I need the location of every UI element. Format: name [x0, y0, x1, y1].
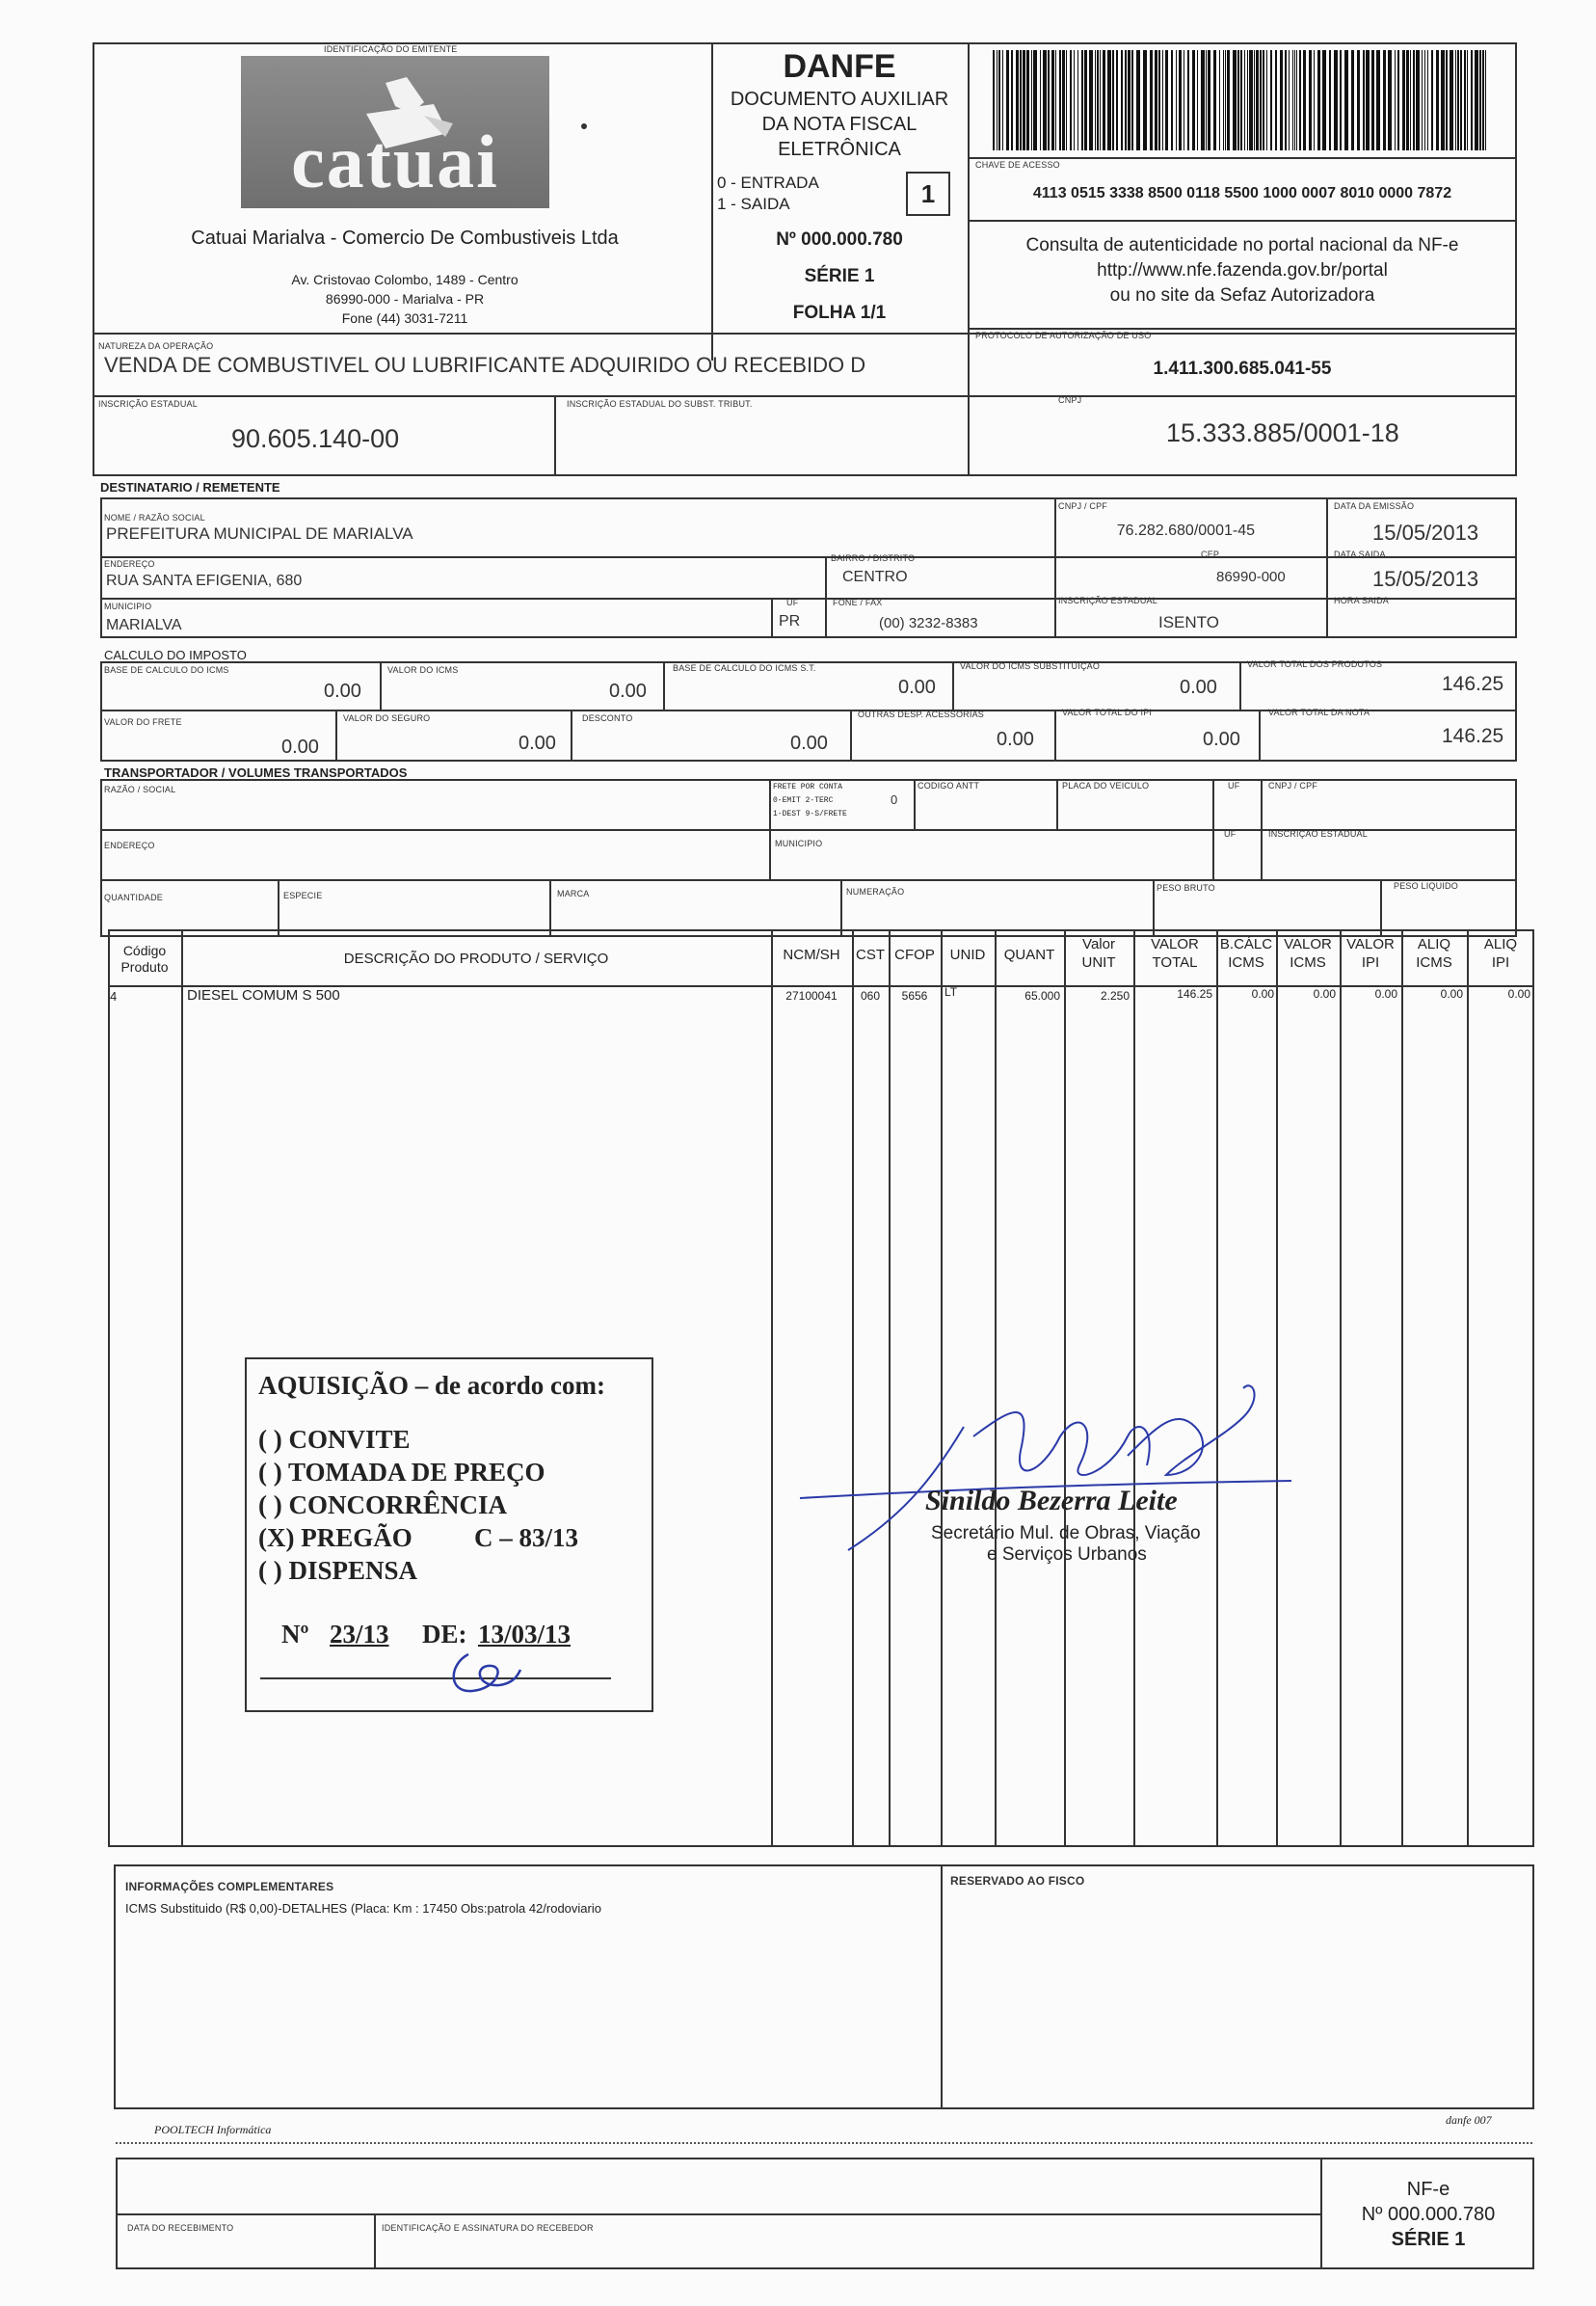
freight-value: 0.00 — [281, 737, 319, 758]
gross-weight-label: PESO BRUTO — [1157, 883, 1215, 893]
row-quant: 65.000 — [1024, 989, 1060, 1003]
consult-line-1: Consulta de autenticidade no portal nacional da NF-e — [1025, 235, 1459, 255]
other-expenses-value: 0.00 — [997, 729, 1034, 750]
consult-line-2[interactable]: http://www.nfe.fazenda.gov.br/portal — [1097, 260, 1388, 281]
freight-mode-line-3: 1-DEST 9-S/FRETE — [773, 810, 847, 818]
danfe-version: danfe 007 — [1446, 2113, 1492, 2127]
access-key-value: 4113 0515 3338 8500 0118 5500 1000 0007 8010 0000 7872 — [1032, 185, 1452, 201]
col-unid-header: UNID — [949, 947, 986, 963]
issuer-address-1: Av. Cristovao Colombo, 1489 - Centro — [291, 272, 519, 287]
city-label: MUNICIPIO — [104, 602, 152, 611]
row-aipi: 0.00 — [1507, 987, 1530, 1001]
stamp-line-5: ( ) DISPENSA — [258, 1556, 418, 1585]
invoice-number: Nº 000.000.780 — [776, 229, 903, 250]
row-vicms: 0.00 — [1313, 987, 1336, 1001]
state-registration-label: INSCRIÇÃO ESTADUAL — [98, 399, 198, 409]
access-key-label: CHAVE DE ACESSO — [975, 160, 1060, 170]
nfe-footer-1: NF-e — [1406, 2179, 1450, 2200]
carrier-cnpj-label: CNPJ / CPF — [1268, 781, 1318, 791]
stamp-title: AQUISIÇÃO – de acordo com: — [258, 1371, 605, 1400]
plate-label: PLACA DO VEICULO — [1062, 781, 1150, 791]
row-vipi: 0.00 — [1374, 987, 1397, 1001]
cep-value: 86990-000 — [1216, 569, 1286, 585]
col-ncm-header: NCM/SH — [783, 947, 840, 963]
carrier-address-label: ENDEREÇO — [104, 841, 155, 850]
row-cst: 060 — [860, 989, 881, 1003]
issuer-cnpj-value: 15.333.885/0001-18 — [1166, 418, 1399, 447]
species-label: ESPECIE — [283, 891, 323, 900]
icms-st-label: VALOR DO ICMS SUBSTITUIÇÃO — [960, 661, 1101, 671]
carrier-name-label: RAZÃO / SOCIAL — [104, 785, 176, 794]
stamp-date-label: DE: — [422, 1620, 467, 1649]
barcode — [993, 50, 1494, 150]
emission-date-label: DATA DA EMISSÃO — [1334, 501, 1415, 511]
address-value: RUA SANTA EFIGENIA, 680 — [106, 573, 303, 589]
issuer-address-2: 86990-000 - Marialva - PR — [325, 291, 485, 307]
invoice-total-value: 146.25 — [1442, 725, 1504, 747]
invoice-series: SÉRIE 1 — [804, 266, 875, 286]
other-expenses-label: OUTRAS DESP. ACESSORIAS — [858, 710, 984, 719]
row-code: 4 — [110, 989, 118, 1004]
danfe-title: DANFE — [783, 48, 896, 85]
district-value: CENTRO — [842, 569, 908, 585]
col-quant-header: QUANT — [1003, 947, 1055, 963]
address-label: ENDEREÇO — [104, 559, 155, 569]
exit-label: 1 - SAIDA — [717, 195, 790, 213]
ipi-total-value: 0.00 — [1203, 729, 1240, 750]
entry-label: 0 - ENTRADA — [717, 174, 819, 192]
tax-section-title: CALCULO DO IMPOSTO — [104, 648, 247, 662]
danfe-subtitle-3: ELETRÔNICA — [778, 139, 901, 160]
additional-info-value: ICMS Substituido (R$ 0,00)-DETALHES (Placa: Km : 17450 Obs:patrola 42/rodoviario — [125, 1901, 601, 1916]
stamp-line-2: ( ) TOMADA DE PREÇO — [258, 1458, 545, 1487]
recipient-cnpj-label: CNPJ / CPF — [1058, 501, 1108, 511]
col-aipi-header: ALIQ IPI — [1483, 936, 1518, 971]
recipient-cnpj-value: 76.282.680/0001-45 — [1116, 523, 1255, 539]
exit-time-label: HORA SAIDA — [1334, 596, 1390, 605]
phone-value: (00) 3232-8383 — [879, 615, 978, 631]
carrier-ie-label: INSCRIÇÃO ESTADUAL — [1268, 829, 1368, 839]
protocol-value: 1.411.300.685.041-55 — [1153, 359, 1332, 379]
stamp-line-4b: C – 83/13 — [474, 1523, 578, 1552]
recipient-section-title: DESTINATARIO / REMETENTE — [100, 480, 280, 495]
col-cfop-header: CFOP — [894, 947, 935, 963]
uf-value: PR — [779, 613, 801, 630]
invoice-sheet: FOLHA 1/1 — [792, 303, 887, 323]
stamp-number-label: Nº — [281, 1620, 309, 1649]
fisco-label: RESERVADO AO FISCO — [950, 1874, 1085, 1888]
row-desc: DIESEL COMUM S 500 — [187, 987, 340, 1004]
additional-info-label: INFORMAÇÕES COMPLEMENTARES — [125, 1880, 334, 1893]
stamp-date-value: 13/03/13 — [478, 1620, 572, 1649]
carrier-uf-label: UF — [1228, 781, 1240, 791]
recipient-frame — [100, 497, 1517, 638]
issuer-logo — [241, 56, 549, 208]
base-icms-value: 0.00 — [324, 681, 361, 702]
transport-section-title: TRANSPORTADOR / VOLUMES TRANSPORTADOS — [104, 765, 408, 780]
col-aicms-header: ALIQ ICMS — [1416, 936, 1452, 971]
row-bcalc: 0.00 — [1251, 987, 1274, 1001]
products-total-value: 146.25 — [1442, 673, 1504, 695]
danfe-subtitle-1: DOCUMENTO AUXILIAR — [730, 89, 949, 110]
operation-type-box: 1 — [906, 172, 950, 216]
tear-line — [116, 2142, 1532, 2144]
icms-st-value: 0.00 — [1180, 677, 1217, 698]
recipient-name-label: NOME / RAZÃO SOCIAL — [104, 513, 205, 523]
freight-mode-line-1: FRETE POR CONTA — [773, 783, 843, 791]
products-total-label: VALOR TOTAL DOS PRODUTOS — [1247, 659, 1383, 669]
row-vtotal: 146.25 — [1177, 987, 1212, 1001]
issuer-phone: Fone (44) 3031-7211 — [341, 310, 468, 326]
col-code-header: Código Produto — [120, 943, 169, 975]
row-ncm: 27100041 — [785, 989, 838, 1003]
row-aicms: 0.00 — [1440, 987, 1463, 1001]
col-cst-header: CST — [856, 947, 885, 963]
software-credit: POOLTECH Informática — [154, 2123, 272, 2136]
exit-date-value: 15/05/2013 — [1372, 567, 1479, 591]
row-unid: LT — [944, 985, 958, 999]
stamp-line-1: ( ) CONVITE — [258, 1425, 411, 1454]
consult-line-3: ou no site da Sefaz Autorizadora — [1109, 285, 1375, 306]
initials-scribble — [439, 1645, 526, 1703]
recipient-ie-value: ISENTO — [1158, 613, 1219, 631]
freight-label: VALOR DO FRETE — [104, 717, 182, 727]
base-icms-label: BASE DE CALCULO DO ICMS — [104, 665, 229, 675]
col-bcalc-header: B.CÁLC ICMS — [1219, 936, 1273, 971]
base-st-value: 0.00 — [898, 677, 936, 698]
nfe-footer-2: Nº 000.000.780 — [1361, 2204, 1496, 2225]
stamp-number-value: 23/13 — [330, 1620, 389, 1649]
city-value: MARIALVA — [106, 617, 182, 633]
recipient-ie-label: INSCRIÇÃO ESTADUAL — [1058, 596, 1157, 605]
col-desc-header: DESCRIÇÃO DO PRODUTO / SERVIÇO — [343, 951, 609, 967]
col-vtotal-header: VALOR TOTAL — [1151, 936, 1199, 971]
numbering-label: NUMERAÇÃO — [846, 887, 905, 897]
emission-date-value: 15/05/2013 — [1372, 521, 1479, 545]
uf-label: UF — [786, 598, 799, 607]
receipt-sign-label: IDENTIFICAÇÃO E ASSINATURA DO RECEBEDOR — [382, 2223, 594, 2233]
col-vunit-header: Valor UNIT — [1081, 936, 1116, 971]
discount-value: 0.00 — [790, 733, 828, 754]
insurance-value: 0.00 — [519, 733, 556, 754]
nature-label: NATUREZA DA OPERAÇÃO — [98, 341, 214, 351]
freight-mode-line-2: 0-EMIT 2-TERC — [773, 796, 834, 805]
issuer-name: Catuai Marialva - Comercio De Combustiveis Ltda — [191, 228, 619, 249]
acquisition-stamp — [245, 1357, 653, 1712]
phone-label: FONE / FAX — [833, 598, 883, 607]
danfe-subtitle-2: DA NOTA FISCAL — [761, 114, 918, 135]
logo-text: catuai — [291, 120, 499, 203]
issuer-header-label: IDENTIFICAÇÃO DO EMITENTE — [324, 44, 458, 54]
icms-label: VALOR DO ICMS — [387, 665, 459, 675]
col-vicms-header: VALOR ICMS — [1284, 936, 1332, 971]
stamp-line-3: ( ) CONCORRÊNCIA — [258, 1490, 507, 1519]
carrier-uf2-label: UF — [1224, 829, 1237, 839]
signatory-name: Sinildo Bezerra Leite — [925, 1485, 1178, 1516]
signatory-role-2: e Serviços Urbanos — [987, 1544, 1147, 1565]
recipient-name-value: PREFEITURA MUNICIPAL DE MARIALVA — [106, 524, 413, 543]
issuer-cnpj-label: CNPJ — [1058, 395, 1082, 405]
antt-code-label: CODIGO ANTT — [918, 781, 980, 791]
cep-label: CEP — [1201, 550, 1220, 559]
district-label: BAIRRO / DISTRITO — [831, 553, 916, 563]
carrier-city-label: MUNICIPIO — [775, 839, 823, 848]
insurance-label: VALOR DO SEGURO — [343, 713, 431, 723]
logo-dot-icon — [581, 123, 587, 129]
brand-label: MARCA — [557, 889, 590, 898]
nature-value: VENDA DE COMBUSTIVEL OU LUBRIFICANTE ADQUIRIDO OU RECEBIDO D — [104, 353, 866, 377]
row-vunit: 2.250 — [1100, 989, 1130, 1003]
exit-date-label: DATA SAIDA — [1334, 550, 1386, 559]
discount-label: DESCONTO — [582, 713, 633, 723]
invoice-total-label: VALOR TOTAL DA NOTA — [1268, 708, 1370, 717]
col-vipi-header: VALOR IPI — [1346, 936, 1395, 971]
quantity-label: QUANTIDADE — [104, 893, 164, 902]
base-st-label: BASE DE CALCULO DO ICMS S.T. — [673, 663, 816, 673]
freight-mode-value: 0 — [891, 792, 898, 807]
ipi-total-label: VALOR TOTAL DO IPI — [1062, 708, 1153, 717]
nfe-footer-3: SÉRIE 1 — [1391, 2229, 1466, 2250]
stamp-line-4a: (X) PREGÃO — [258, 1523, 412, 1552]
state-registration-value: 90.605.140-00 — [231, 424, 400, 453]
protocol-label: PROTOCOLO DE AUTORIZAÇÃO DE USO — [975, 331, 1152, 340]
signatory-role-1: Secretário Mul. de Obras, Viação — [931, 1523, 1201, 1543]
row-cfop: 5656 — [901, 989, 928, 1003]
icms-value: 0.00 — [609, 681, 647, 702]
state-registration-st-label: INSCRIÇÃO ESTADUAL DO SUBST. TRIBUT. — [567, 399, 753, 409]
net-weight-label: PESO LIQUIDO — [1394, 881, 1458, 891]
receipt-date-label: DATA DO RECEBIMENTO — [127, 2223, 234, 2233]
